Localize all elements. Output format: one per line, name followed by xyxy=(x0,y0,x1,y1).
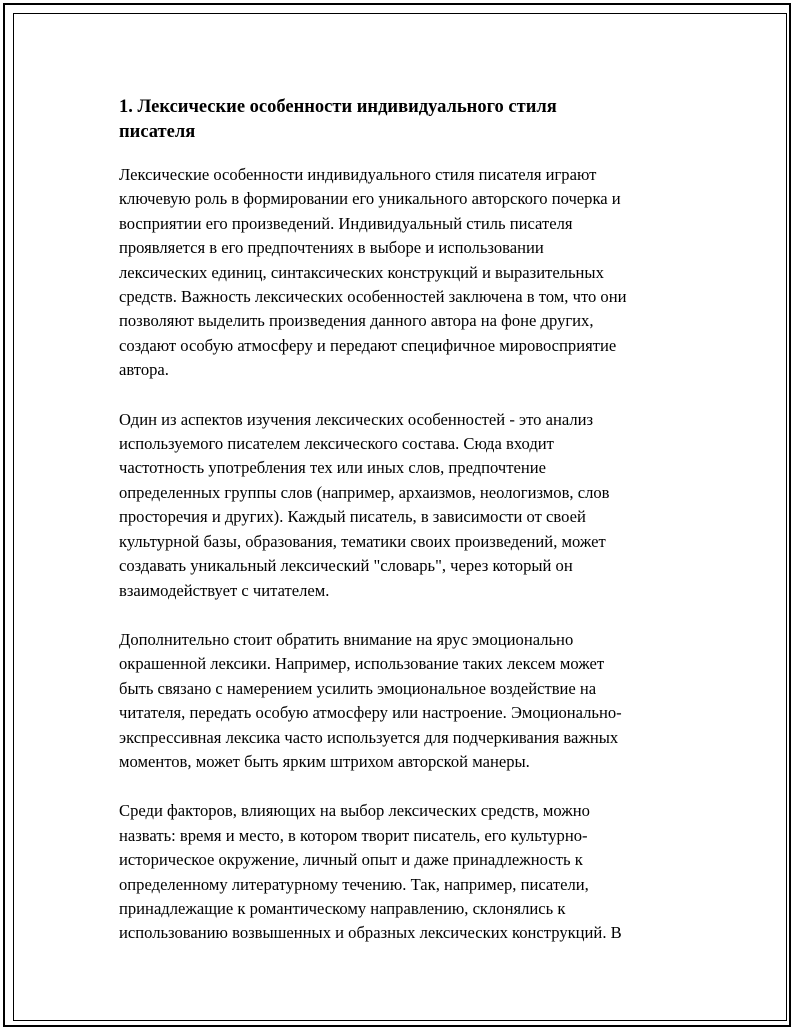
text-line: создавать уникальный лексический "словарь", через который он xyxy=(119,556,573,576)
section-heading xyxy=(119,95,681,145)
text-line: используемого писателем лексического состава. Сюда входит xyxy=(119,434,554,454)
text-line: историческое окружение, личный опыт и даже принадлежность к xyxy=(119,850,583,870)
text-line: быть связано с намерением усилить эмоциональное воздействие на xyxy=(119,678,597,698)
text-line: создают особую атмосферу и передают специфичное мировосприятие xyxy=(119,335,617,355)
text-line: Среди факторов, влияющих на выбор лексических средств, можно xyxy=(119,801,590,821)
text-line: автора. xyxy=(119,360,169,380)
text-line: читателя, передать особую атмосферу или настроение. Эмоционально- xyxy=(119,703,622,723)
text-line: принадлежащие к романтическому направлению, склонялись к xyxy=(119,898,566,918)
text-line: просторечия и других). Каждый писатель, в зависимости от своей xyxy=(119,507,586,527)
text-line: проявляется в его предпочтениях в выборе и использовании xyxy=(119,238,544,258)
paragraph-3 xyxy=(119,628,681,774)
heading-line-2: писателя xyxy=(119,122,196,142)
text-line: определенных группы слов (например, архаизмов, неологизмов, слов xyxy=(119,482,610,502)
text-line: Лексические особенности индивидуального стиля писателя играют xyxy=(119,165,597,184)
text-line: взаимодействует с читателем. xyxy=(119,580,330,600)
text-line: позволяют выделить произведения данного автора на фоне других, xyxy=(119,311,594,331)
text-line: использованию возвышенных и образных лексических конструкций. В xyxy=(119,923,622,943)
text-line: частотность употребления тех или иных слов, предпочтение xyxy=(119,458,547,478)
text-line: культурной базы, образования, тематики своих произведений, может xyxy=(119,531,606,551)
text-line: восприятии его произведений. Индивидуальный стиль писателя xyxy=(119,213,573,233)
text-line: ключевую роль в формировании его уникального авторского почерка и xyxy=(119,189,621,209)
text-line: Дополнительно стоит обратить внимание на ярус эмоционально xyxy=(119,629,574,649)
text-line: окрашенной лексики. Например, использование таких лексем может xyxy=(119,654,605,674)
document-body xyxy=(119,95,681,971)
text-line: лексических единиц, синтаксических конструкций и выразительных xyxy=(119,262,604,282)
text-line: Один из аспектов изучения лексических особенностей - это анализ xyxy=(119,409,594,429)
paragraph-1 xyxy=(119,163,681,383)
heading-line-1: 1. Лексические особенности индивидуального стиля xyxy=(119,97,557,117)
paragraph-4 xyxy=(119,799,681,945)
text-line: моментов, может быть ярким штрихом авторской манеры. xyxy=(119,751,530,771)
text-line: назвать: время и место, в котором творит писатель, его культурно- xyxy=(119,825,588,845)
text-line: средств. Важность лексических особенностей заключена в том, что они xyxy=(119,287,627,307)
text-line: определенному литературному течению. Так, например, писатели, xyxy=(119,874,589,894)
text-line: экспрессивная лексика часто используется для подчеркивания важных xyxy=(119,727,619,747)
paragraph-2 xyxy=(119,408,681,603)
